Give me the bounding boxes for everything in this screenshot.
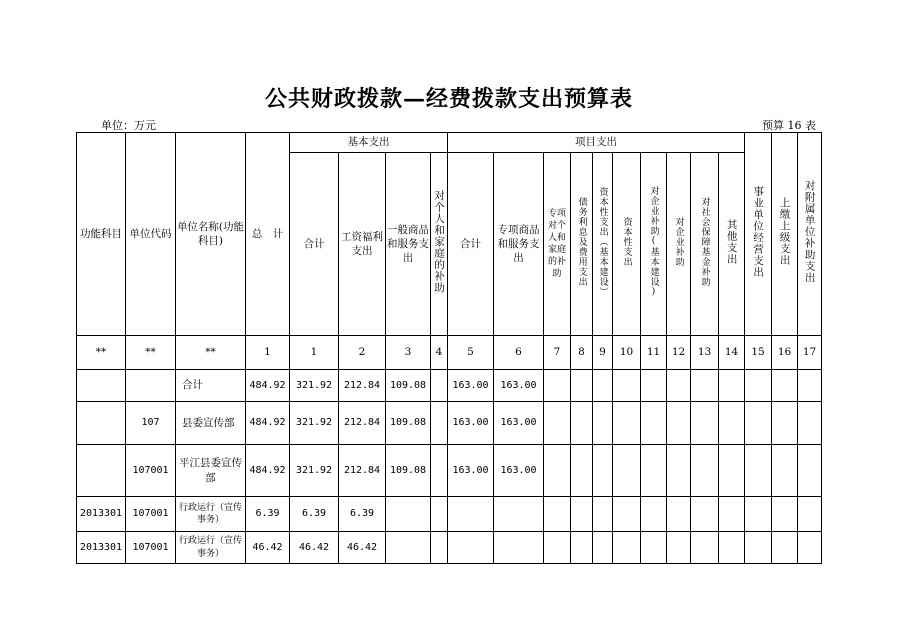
budget-table [76,132,822,564]
empty-cell [691,532,719,564]
index-cell: 4 [431,336,448,370]
empty-cell [745,497,772,532]
header-affiliated: 对附属单位补助支出 [798,133,822,336]
empty-cell [745,370,772,402]
salary-cell: 6.39 [339,497,386,532]
unit-code-cell: 107001 [126,445,176,497]
index-cell: 15 [745,336,772,370]
index-cell: ** [126,336,176,370]
empty-cell [593,532,613,564]
empty-cell [691,445,719,497]
basic-total-cell: 321.92 [290,370,339,402]
index-cell: 12 [667,336,691,370]
header-proj-goods: 专项商品和服务支出 [494,153,544,336]
empty-cell [772,532,798,564]
empty-cell [719,402,745,445]
proj-goods-cell [494,497,544,532]
empty-cell [544,497,571,532]
index-cell: 1 [290,336,339,370]
goods-cell: 109.08 [386,370,431,402]
empty-cell [667,497,691,532]
index-cell: 16 [772,336,798,370]
basic-total-cell: 46.42 [290,532,339,564]
index-cell: ** [77,336,126,370]
empty-cell [745,445,772,497]
total-cell: 484.92 [246,445,290,497]
empty-cell [571,445,593,497]
salary-cell: 212.84 [339,370,386,402]
header-business: 事业单位经营支出 [745,133,772,336]
unit-label: 单位：万元 [101,119,156,132]
empty-cell [613,370,641,402]
proj-goods-cell: 163.00 [494,402,544,445]
table-row [77,497,822,532]
header-goods: 一般商品和服务支出 [386,153,431,336]
total-cell: 6.39 [246,497,290,532]
header-debt: 债务利息及费用支出 [571,153,593,336]
empty-cell [691,497,719,532]
table-row [77,370,822,402]
total-cell: 484.92 [246,402,290,445]
empty-cell [641,370,667,402]
basic-total-cell: 321.92 [290,445,339,497]
header-proj-total: 合计 [448,153,494,336]
header-unit-name: 单位名称(功能科目) [176,133,246,336]
index-cell: ** [176,336,246,370]
empty-cell [798,370,822,402]
empty-cell [667,445,691,497]
index-cell: 9 [593,336,613,370]
header-other: 其他支出 [719,153,745,336]
empty-cell [772,497,798,532]
header-salary: 工资福利支出 [339,153,386,336]
proj-total-cell: 163.00 [448,370,494,402]
index-cell: 3 [386,336,431,370]
empty-cell [798,532,822,564]
basic-total-cell: 6.39 [290,497,339,532]
personal-cell [431,370,448,402]
basic-total-cell: 321.92 [290,402,339,445]
func-subject-cell [77,445,126,497]
empty-cell [641,445,667,497]
unit-code-cell: 107 [126,402,176,445]
empty-cell [641,497,667,532]
empty-cell [593,497,613,532]
total-cell: 484.92 [246,370,290,402]
header-enterprise: 对企业补助 [667,153,691,336]
index-cell: 2 [339,336,386,370]
index-cell: 1 [246,336,290,370]
header-capital: 资本性支出 [613,153,641,336]
func-subject-cell: 2013301 [77,532,126,564]
proj-total-cell [448,532,494,564]
empty-cell [745,402,772,445]
empty-cell [571,532,593,564]
empty-cell [571,402,593,445]
proj-goods-cell: 163.00 [494,370,544,402]
unit-name-cell: 行政运行（宣传事务） [176,532,246,564]
salary-cell: 212.84 [339,402,386,445]
form-code-label: 预算 16 表 [762,119,816,132]
proj-goods-cell: 163.00 [494,445,544,497]
empty-cell [613,497,641,532]
header-basic: 基本支出 [290,133,448,153]
page-title: 公共财政拨款—经费拨款支出预算表 [264,86,633,112]
empty-cell [719,532,745,564]
empty-cell [544,370,571,402]
empty-cell [798,402,822,445]
index-row [77,336,822,370]
empty-cell [798,497,822,532]
empty-cell [544,445,571,497]
personal-cell [431,532,448,564]
index-cell: 13 [691,336,719,370]
empty-cell [691,370,719,402]
empty-cell [613,402,641,445]
empty-cell [745,532,772,564]
table-row [77,402,822,445]
empty-cell [613,532,641,564]
unit-name-cell: 县委宣传部 [176,402,246,445]
empty-cell [667,370,691,402]
func-subject-cell [77,370,126,402]
header-social: 对社会保障基金补助 [691,153,719,336]
empty-cell [544,532,571,564]
goods-cell: 109.08 [386,402,431,445]
header-upper: 上缴上级支出 [772,133,798,336]
empty-cell [719,497,745,532]
personal-cell [431,497,448,532]
empty-cell [593,370,613,402]
header-basic-total: 合计 [290,153,339,336]
proj-total-cell: 163.00 [448,402,494,445]
index-cell: 17 [798,336,822,370]
unit-code-cell: 107001 [126,497,176,532]
header-personal: 对个人和家庭的补助 [431,153,448,336]
proj-total-cell [448,497,494,532]
empty-cell [691,402,719,445]
empty-cell [613,445,641,497]
empty-cell [719,445,745,497]
goods-cell: 109.08 [386,445,431,497]
index-cell: 5 [448,336,494,370]
index-cell: 7 [544,336,571,370]
header-enterprise-build: 对企业补助(基本建设) [641,153,667,336]
unit-name-cell: 合计 [176,370,246,402]
func-subject-cell [77,402,126,445]
unit-name-cell: 行政运行（宣传事务） [176,497,246,532]
empty-cell [544,402,571,445]
index-cell: 6 [494,336,544,370]
unit-code-cell: 107001 [126,532,176,564]
header-proj-personal: 专项对个人和家庭的补助 [544,153,571,336]
header-total: 总 计 [246,133,290,336]
empty-cell [641,402,667,445]
salary-cell: 46.42 [339,532,386,564]
header-project: 项目支出 [448,133,745,153]
table-row [77,532,822,564]
header-capital-build: 资本性支出（基本建设） [593,153,613,336]
index-cell: 11 [641,336,667,370]
empty-cell [667,532,691,564]
personal-cell [431,402,448,445]
empty-cell [641,532,667,564]
empty-cell [593,445,613,497]
empty-cell [772,402,798,445]
index-cell: 10 [613,336,641,370]
proj-goods-cell [494,532,544,564]
func-subject-cell: 2013301 [77,497,126,532]
empty-cell [719,370,745,402]
unit-name-cell: 平江县委宣传部 [176,445,246,497]
empty-cell [593,402,613,445]
empty-cell [667,402,691,445]
empty-cell [798,445,822,497]
empty-cell [571,370,593,402]
empty-cell [772,370,798,402]
index-cell: 14 [719,336,745,370]
salary-cell: 212.84 [339,445,386,497]
header-func-subject: 功能科目 [77,133,126,336]
total-cell: 46.42 [246,532,290,564]
table-row [77,445,822,497]
personal-cell [431,445,448,497]
unit-code-cell [126,370,176,402]
goods-cell [386,497,431,532]
proj-total-cell: 163.00 [448,445,494,497]
empty-cell [571,497,593,532]
empty-cell [772,445,798,497]
index-cell: 8 [571,336,593,370]
header-unit-code: 单位代码 [126,133,176,336]
goods-cell [386,532,431,564]
